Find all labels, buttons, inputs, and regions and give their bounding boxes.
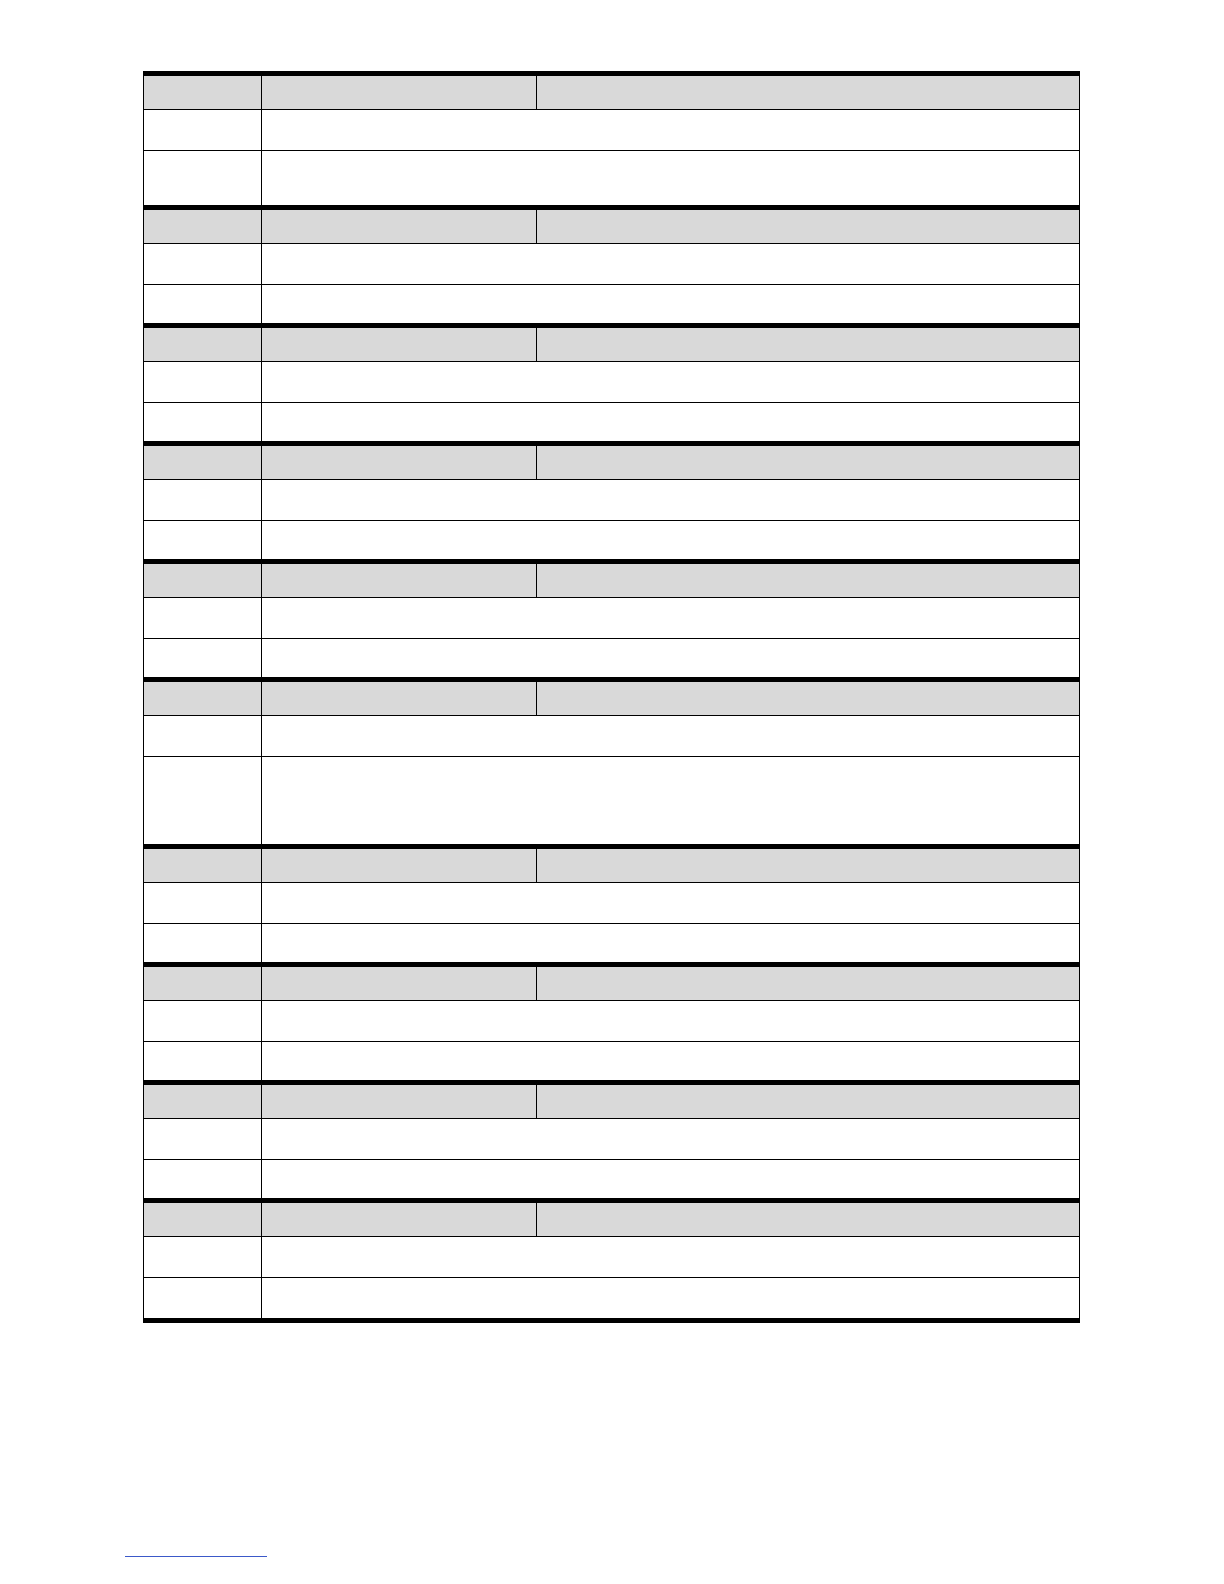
row-label-cell <box>144 403 262 444</box>
form-row <box>144 1042 1080 1083</box>
section-header-row <box>144 444 1080 480</box>
section-value-cell <box>537 444 1080 480</box>
row-value-cell[interactable] <box>262 244 1080 285</box>
form-row <box>144 598 1080 639</box>
section-header-row <box>144 1083 1080 1119</box>
form-row <box>144 716 1080 757</box>
row-label-cell <box>144 757 262 847</box>
row-value-cell[interactable] <box>262 1278 1080 1321</box>
form-row <box>144 883 1080 924</box>
row-label-cell <box>144 110 262 151</box>
section-field-cell <box>262 965 537 1001</box>
form-row <box>144 757 1080 847</box>
row-label-cell <box>144 883 262 924</box>
section-field-cell <box>262 680 537 716</box>
section-field-cell <box>262 1083 537 1119</box>
form-row <box>144 110 1080 151</box>
section-field-cell <box>262 444 537 480</box>
section-value-cell <box>537 562 1080 598</box>
row-value-cell[interactable] <box>262 1160 1080 1201</box>
section-label-cell <box>144 562 262 598</box>
row-value-cell[interactable] <box>262 883 1080 924</box>
form-row <box>144 1278 1080 1321</box>
section-field-cell <box>262 1201 537 1237</box>
section-label-cell <box>144 208 262 244</box>
section-value-cell <box>537 1201 1080 1237</box>
section-value-cell <box>537 680 1080 716</box>
row-label-cell <box>144 1001 262 1042</box>
row-value-cell[interactable] <box>262 1001 1080 1042</box>
section-value-cell <box>537 326 1080 362</box>
form-row <box>144 1237 1080 1278</box>
row-value-cell[interactable] <box>262 716 1080 757</box>
form-row <box>144 521 1080 562</box>
section-label-cell <box>144 1201 262 1237</box>
section-field-cell <box>262 847 537 883</box>
section-value-cell <box>537 74 1080 110</box>
section-label-cell <box>144 444 262 480</box>
row-label-cell <box>144 716 262 757</box>
section-header-row <box>144 208 1080 244</box>
row-label-cell <box>144 1119 262 1160</box>
row-label-cell <box>144 1237 262 1278</box>
row-label-cell <box>144 639 262 680</box>
section-field-cell <box>262 208 537 244</box>
section-label-cell <box>144 74 262 110</box>
row-label-cell <box>144 1042 262 1083</box>
row-label-cell <box>144 1278 262 1321</box>
row-value-cell[interactable] <box>262 757 1080 847</box>
section-header-row <box>144 680 1080 716</box>
row-value-cell[interactable] <box>262 403 1080 444</box>
section-label-cell <box>144 326 262 362</box>
section-value-cell <box>537 965 1080 1001</box>
section-header-row <box>144 326 1080 362</box>
form-row <box>144 1160 1080 1201</box>
row-value-cell[interactable] <box>262 480 1080 521</box>
row-value-cell[interactable] <box>262 1119 1080 1160</box>
section-value-cell <box>537 1083 1080 1119</box>
row-value-cell[interactable] <box>262 1237 1080 1278</box>
section-header-row <box>144 1201 1080 1237</box>
form-row <box>144 924 1080 965</box>
row-value-cell[interactable] <box>262 110 1080 151</box>
form-row <box>144 285 1080 326</box>
row-label-cell <box>144 480 262 521</box>
section-label-cell <box>144 847 262 883</box>
form-row <box>144 480 1080 521</box>
section-value-cell <box>537 208 1080 244</box>
form-row <box>144 151 1080 208</box>
row-label-cell <box>144 362 262 403</box>
section-label-cell <box>144 680 262 716</box>
section-field-cell <box>262 326 537 362</box>
row-label-cell <box>144 151 262 208</box>
form-row <box>144 403 1080 444</box>
row-label-cell <box>144 598 262 639</box>
row-value-cell[interactable] <box>262 598 1080 639</box>
section-label-cell <box>144 1083 262 1119</box>
row-value-cell[interactable] <box>262 521 1080 562</box>
section-header-row <box>144 74 1080 110</box>
form-row <box>144 1119 1080 1160</box>
form-table <box>143 71 1080 1323</box>
row-value-cell[interactable] <box>262 1042 1080 1083</box>
section-field-cell <box>262 74 537 110</box>
section-header-row <box>144 847 1080 883</box>
row-label-cell <box>144 924 262 965</box>
section-field-cell <box>262 562 537 598</box>
row-label-cell <box>144 521 262 562</box>
form-row <box>144 639 1080 680</box>
form-row <box>144 362 1080 403</box>
row-label-cell <box>144 244 262 285</box>
row-label-cell <box>144 1160 262 1201</box>
row-value-cell[interactable] <box>262 362 1080 403</box>
row-label-cell <box>144 285 262 326</box>
footer-link-underline[interactable] <box>125 1556 267 1557</box>
section-label-cell <box>144 965 262 1001</box>
section-value-cell <box>537 847 1080 883</box>
form-row <box>144 244 1080 285</box>
section-header-row <box>144 965 1080 1001</box>
row-value-cell[interactable] <box>262 924 1080 965</box>
row-value-cell[interactable] <box>262 285 1080 326</box>
section-header-row <box>144 562 1080 598</box>
row-value-cell[interactable] <box>262 151 1080 208</box>
row-value-cell[interactable] <box>262 639 1080 680</box>
form-body <box>144 74 1080 1321</box>
form-row <box>144 1001 1080 1042</box>
